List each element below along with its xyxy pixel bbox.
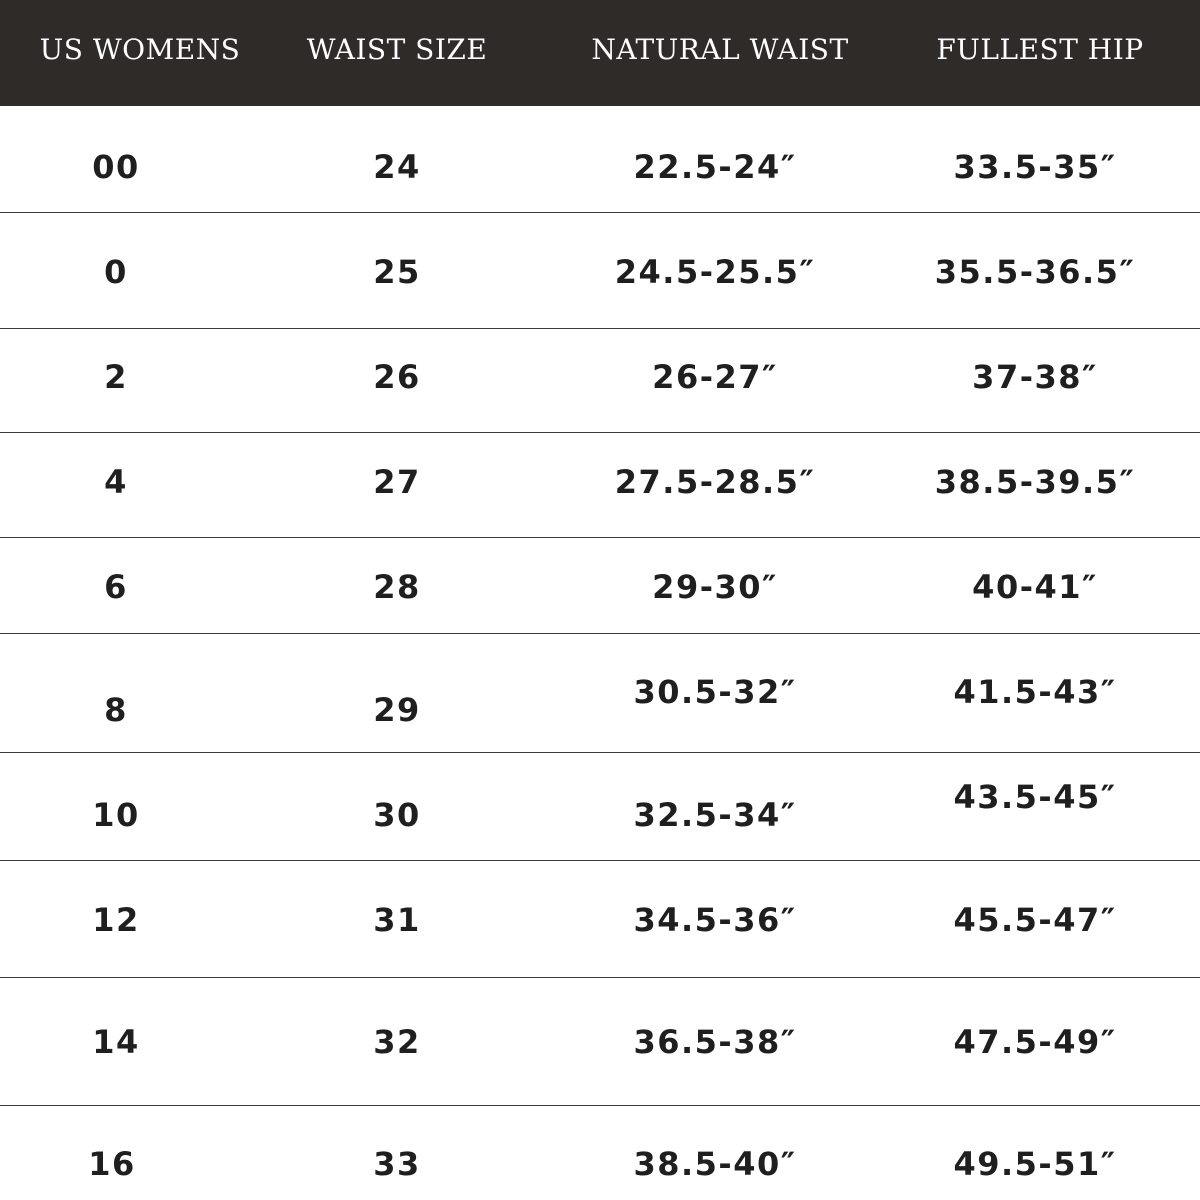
row-divider <box>0 1105 1200 1106</box>
cell-natural-waist: 22.5-24″ <box>633 148 797 186</box>
cell-waist-size: 24 <box>373 148 421 186</box>
cell-fullest-hip: 41.5-43″ <box>953 673 1117 711</box>
cell-natural-waist: 36.5-38″ <box>633 1023 797 1061</box>
row-divider <box>0 977 1200 978</box>
row-divider <box>0 752 1200 753</box>
cell-us-size: 6 <box>104 568 128 606</box>
cell-us-size: 00 <box>92 148 140 186</box>
cell-fullest-hip: 47.5-49″ <box>953 1023 1117 1061</box>
cell-natural-waist: 30.5-32″ <box>633 673 797 711</box>
cell-fullest-hip: 38.5-39.5″ <box>934 463 1136 501</box>
cell-waist-size: 33 <box>373 1145 421 1183</box>
cell-waist-size: 32 <box>373 1023 421 1061</box>
cell-natural-waist: 34.5-36″ <box>633 901 797 939</box>
cell-waist-size: 26 <box>373 358 421 396</box>
cell-fullest-hip: 43.5-45″ <box>953 778 1117 816</box>
table-header <box>0 0 1200 106</box>
cell-fullest-hip: 49.5-51″ <box>953 1145 1117 1183</box>
cell-fullest-hip: 37-38″ <box>972 358 1098 396</box>
cell-natural-waist: 27.5-28.5″ <box>614 463 816 501</box>
row-divider <box>0 537 1200 538</box>
cell-us-size: 14 <box>92 1023 140 1061</box>
cell-waist-size: 30 <box>373 796 421 834</box>
cell-us-size: 4 <box>104 463 128 501</box>
column-header-waist-size: WAIST SIZE <box>306 33 488 66</box>
column-header-us-womens: US WOMENS <box>39 33 241 66</box>
cell-us-size: 8 <box>104 691 128 729</box>
cell-waist-size: 28 <box>373 568 421 606</box>
row-divider <box>0 212 1200 213</box>
column-header-fullest-hip: FULLEST HIP <box>936 33 1144 66</box>
cell-fullest-hip: 40-41″ <box>972 568 1098 606</box>
row-divider <box>0 633 1200 634</box>
cell-waist-size: 29 <box>373 691 421 729</box>
column-header-natural-waist: NATURAL WAIST <box>591 33 849 66</box>
cell-us-size: 2 <box>104 358 128 396</box>
cell-fullest-hip: 35.5-36.5″ <box>934 253 1136 291</box>
cell-natural-waist: 38.5-40″ <box>633 1145 797 1183</box>
cell-us-size: 0 <box>104 253 128 291</box>
cell-fullest-hip: 45.5-47″ <box>953 901 1117 939</box>
cell-natural-waist: 32.5-34″ <box>633 796 797 834</box>
cell-natural-waist: 24.5-25.5″ <box>614 253 816 291</box>
cell-us-size: 16 <box>88 1145 136 1183</box>
cell-waist-size: 25 <box>373 253 421 291</box>
cell-us-size: 12 <box>92 901 140 939</box>
cell-waist-size: 31 <box>373 901 421 939</box>
row-divider <box>0 860 1200 861</box>
cell-natural-waist: 26-27″ <box>652 358 778 396</box>
row-divider <box>0 328 1200 329</box>
cell-natural-waist: 29-30″ <box>652 568 778 606</box>
cell-fullest-hip: 33.5-35″ <box>953 148 1117 186</box>
cell-waist-size: 27 <box>373 463 421 501</box>
cell-us-size: 10 <box>92 796 140 834</box>
row-divider <box>0 432 1200 433</box>
